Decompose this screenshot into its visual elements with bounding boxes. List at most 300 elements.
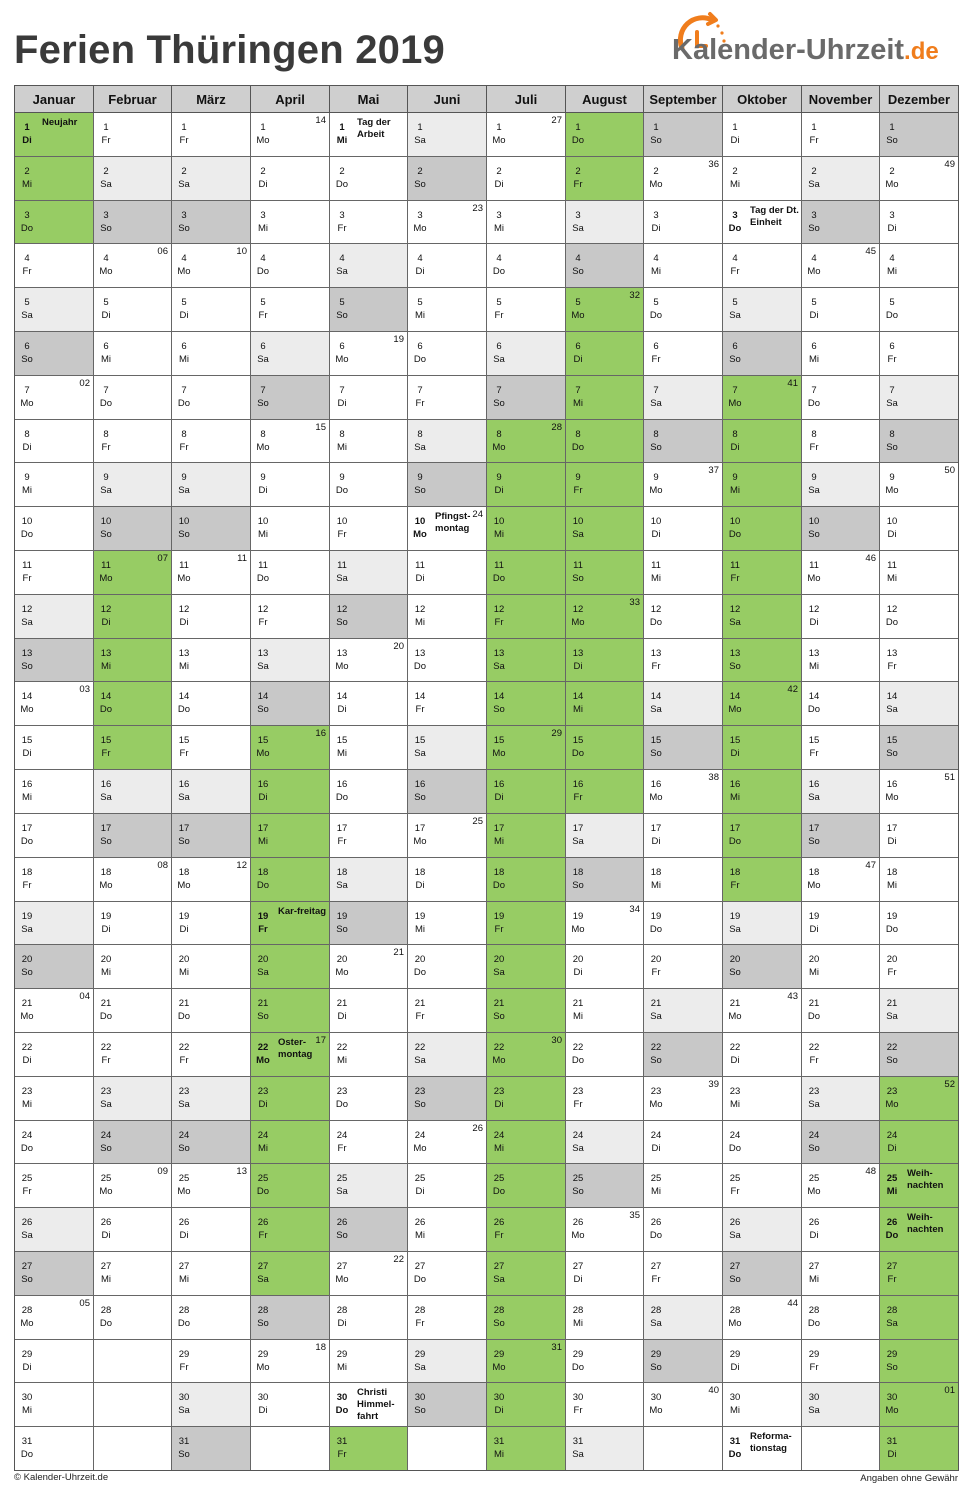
day-cell[interactable] — [93, 157, 171, 201]
day-cell[interactable] — [722, 551, 801, 595]
day-cell[interactable] — [486, 332, 565, 376]
day-cell[interactable] — [14, 1077, 93, 1121]
day-cell[interactable] — [879, 376, 958, 420]
day-cell[interactable] — [565, 989, 643, 1033]
day-cell[interactable] — [801, 1383, 879, 1427]
day-cell[interactable] — [879, 463, 958, 507]
day-cell[interactable] — [93, 1121, 171, 1164]
day-cell[interactable] — [801, 1164, 879, 1208]
day-cell[interactable] — [879, 113, 958, 157]
day-cell[interactable] — [407, 1252, 486, 1296]
day-cell[interactable] — [171, 244, 250, 288]
day-cell[interactable] — [329, 551, 407, 595]
day-cell[interactable] — [643, 1033, 722, 1077]
day-cell[interactable] — [486, 113, 565, 157]
day-cell[interactable] — [407, 989, 486, 1033]
day-cell[interactable] — [801, 1208, 879, 1252]
day-cell[interactable] — [93, 595, 171, 639]
day-cell[interactable] — [93, 463, 171, 507]
day-cell[interactable] — [643, 551, 722, 595]
day-cell[interactable] — [407, 1383, 486, 1427]
day-cell[interactable] — [93, 1033, 171, 1077]
day-cell[interactable] — [14, 639, 93, 682]
day-cell[interactable] — [722, 1383, 801, 1427]
day-cell[interactable] — [879, 858, 958, 902]
day-cell[interactable] — [171, 1296, 250, 1340]
day-cell[interactable] — [250, 814, 329, 858]
day-cell[interactable] — [565, 1252, 643, 1296]
day-cell[interactable] — [407, 1208, 486, 1252]
day-cell[interactable] — [801, 420, 879, 463]
day-cell[interactable] — [250, 463, 329, 507]
day-cell[interactable] — [250, 639, 329, 682]
day-cell[interactable] — [643, 814, 722, 858]
day-cell[interactable] — [879, 332, 958, 376]
day-cell[interactable] — [14, 201, 93, 244]
day-cell[interactable] — [250, 1077, 329, 1121]
day-cell[interactable] — [801, 989, 879, 1033]
day-cell[interactable] — [565, 1208, 643, 1252]
day-cell[interactable] — [250, 244, 329, 288]
day-cell[interactable] — [879, 1121, 958, 1164]
day-cell[interactable] — [14, 113, 93, 157]
logo[interactable] — [672, 34, 939, 67]
day-cell[interactable] — [407, 1296, 486, 1340]
day-cell[interactable] — [250, 157, 329, 201]
day-cell[interactable] — [486, 1077, 565, 1121]
day-cell[interactable] — [14, 288, 93, 332]
day-cell[interactable] — [93, 858, 171, 902]
day-cell[interactable] — [171, 1252, 250, 1296]
day-cell[interactable] — [250, 595, 329, 639]
day-cell[interactable] — [329, 945, 407, 989]
day-cell[interactable] — [250, 551, 329, 595]
day-cell[interactable] — [14, 726, 93, 770]
day-cell[interactable] — [486, 507, 565, 551]
day-cell[interactable] — [407, 858, 486, 902]
day-cell[interactable] — [14, 682, 93, 726]
day-cell[interactable] — [643, 1121, 722, 1164]
day-cell[interactable] — [250, 1164, 329, 1208]
day-cell[interactable] — [879, 244, 958, 288]
day-cell[interactable] — [171, 420, 250, 463]
day-cell[interactable] — [643, 507, 722, 551]
day-cell[interactable] — [565, 1164, 643, 1208]
day-cell[interactable] — [879, 1383, 958, 1427]
day-cell[interactable] — [329, 1252, 407, 1296]
day-cell[interactable] — [407, 1121, 486, 1164]
day-cell[interactable] — [14, 463, 93, 507]
day-cell[interactable] — [879, 1427, 958, 1471]
day-cell[interactable] — [722, 726, 801, 770]
day-cell[interactable] — [14, 244, 93, 288]
day-cell[interactable] — [171, 902, 250, 945]
day-cell[interactable] — [486, 1164, 565, 1208]
day-cell[interactable] — [171, 113, 250, 157]
day-cell[interactable] — [879, 420, 958, 463]
day-cell[interactable] — [171, 682, 250, 726]
day-cell[interactable] — [486, 1121, 565, 1164]
day-cell[interactable] — [722, 682, 801, 726]
day-cell[interactable] — [801, 157, 879, 201]
day-cell[interactable] — [722, 201, 801, 244]
day-cell[interactable] — [722, 332, 801, 376]
day-cell[interactable] — [250, 376, 329, 420]
day-cell[interactable] — [93, 507, 171, 551]
day-cell[interactable] — [643, 1252, 722, 1296]
day-cell[interactable] — [250, 507, 329, 551]
day-cell[interactable] — [565, 945, 643, 989]
day-cell[interactable] — [722, 1252, 801, 1296]
day-cell[interactable] — [93, 332, 171, 376]
day-cell[interactable] — [643, 463, 722, 507]
day-cell[interactable] — [329, 1340, 407, 1383]
day-cell[interactable] — [250, 332, 329, 376]
day-cell[interactable] — [801, 1121, 879, 1164]
day-cell[interactable] — [643, 682, 722, 726]
day-cell[interactable] — [486, 726, 565, 770]
day-cell[interactable] — [879, 1164, 958, 1208]
day-cell[interactable] — [722, 945, 801, 989]
day-cell[interactable] — [171, 507, 250, 551]
day-cell[interactable] — [565, 1340, 643, 1383]
day-cell[interactable] — [250, 201, 329, 244]
day-cell[interactable] — [407, 201, 486, 244]
day-cell[interactable] — [329, 1296, 407, 1340]
day-cell[interactable] — [722, 244, 801, 288]
day-cell[interactable] — [879, 1077, 958, 1121]
day-cell[interactable] — [171, 814, 250, 858]
day-cell[interactable] — [171, 157, 250, 201]
day-cell[interactable] — [407, 1033, 486, 1077]
day-cell[interactable] — [14, 551, 93, 595]
day-cell[interactable] — [407, 1164, 486, 1208]
day-cell[interactable] — [486, 420, 565, 463]
day-cell[interactable] — [407, 945, 486, 989]
day-cell[interactable] — [329, 376, 407, 420]
day-cell[interactable] — [171, 1383, 250, 1427]
day-cell[interactable] — [486, 463, 565, 507]
day-cell[interactable] — [407, 639, 486, 682]
day-cell[interactable] — [801, 595, 879, 639]
day-cell[interactable] — [329, 1121, 407, 1164]
day-cell[interactable] — [879, 507, 958, 551]
day-cell[interactable] — [14, 1296, 93, 1340]
day-cell[interactable] — [407, 420, 486, 463]
day-cell[interactable] — [801, 682, 879, 726]
day-cell[interactable] — [565, 682, 643, 726]
day-cell[interactable] — [722, 1164, 801, 1208]
day-cell[interactable] — [565, 1033, 643, 1077]
day-cell[interactable] — [486, 551, 565, 595]
day-cell[interactable] — [486, 595, 565, 639]
day-cell[interactable] — [643, 157, 722, 201]
day-cell[interactable] — [407, 551, 486, 595]
day-cell[interactable] — [14, 1164, 93, 1208]
day-cell[interactable] — [329, 726, 407, 770]
day-cell[interactable] — [93, 201, 171, 244]
day-cell[interactable] — [329, 1077, 407, 1121]
day-cell[interactable] — [329, 639, 407, 682]
day-cell[interactable] — [14, 1121, 93, 1164]
day-cell[interactable] — [801, 1340, 879, 1383]
day-cell[interactable] — [879, 201, 958, 244]
day-cell[interactable] — [643, 595, 722, 639]
day-cell[interactable] — [722, 113, 801, 157]
day-cell[interactable] — [250, 682, 329, 726]
day-cell[interactable] — [486, 201, 565, 244]
day-cell[interactable] — [407, 507, 486, 551]
day-cell[interactable] — [329, 1427, 407, 1471]
day-cell[interactable] — [407, 288, 486, 332]
day-cell[interactable] — [171, 595, 250, 639]
day-cell[interactable] — [565, 726, 643, 770]
day-cell[interactable] — [14, 1033, 93, 1077]
day-cell[interactable] — [879, 1208, 958, 1252]
day-cell[interactable] — [801, 376, 879, 420]
day-cell[interactable] — [14, 989, 93, 1033]
day-cell[interactable] — [407, 463, 486, 507]
day-cell[interactable] — [801, 551, 879, 595]
day-cell[interactable] — [250, 1121, 329, 1164]
day-cell[interactable] — [486, 1383, 565, 1427]
day-cell[interactable] — [722, 1033, 801, 1077]
day-cell[interactable] — [486, 858, 565, 902]
day-cell[interactable] — [171, 551, 250, 595]
day-cell[interactable] — [801, 726, 879, 770]
day-cell[interactable] — [250, 1340, 329, 1383]
day-cell[interactable] — [407, 902, 486, 945]
day-cell[interactable] — [171, 989, 250, 1033]
day-cell[interactable] — [801, 201, 879, 244]
day-cell[interactable] — [722, 1296, 801, 1340]
day-cell[interactable] — [93, 989, 171, 1033]
day-cell[interactable] — [14, 376, 93, 420]
day-cell[interactable] — [565, 507, 643, 551]
day-cell[interactable] — [14, 770, 93, 814]
day-cell[interactable] — [801, 858, 879, 902]
day-cell[interactable] — [486, 1033, 565, 1077]
day-cell[interactable] — [801, 288, 879, 332]
day-cell[interactable] — [879, 989, 958, 1033]
day-cell[interactable] — [171, 332, 250, 376]
day-cell[interactable] — [329, 288, 407, 332]
day-cell[interactable] — [93, 1077, 171, 1121]
day-cell[interactable] — [14, 507, 93, 551]
day-cell[interactable] — [407, 770, 486, 814]
day-cell[interactable] — [93, 639, 171, 682]
day-cell[interactable] — [643, 1164, 722, 1208]
day-cell[interactable] — [486, 288, 565, 332]
day-cell[interactable] — [329, 157, 407, 201]
day-cell[interactable] — [93, 113, 171, 157]
day-cell[interactable] — [565, 332, 643, 376]
day-cell[interactable] — [407, 682, 486, 726]
day-cell[interactable] — [643, 902, 722, 945]
day-cell[interactable] — [801, 639, 879, 682]
day-cell[interactable] — [643, 1208, 722, 1252]
day-cell[interactable] — [407, 1340, 486, 1383]
day-cell[interactable] — [565, 113, 643, 157]
day-cell[interactable] — [565, 1427, 643, 1471]
day-cell[interactable] — [93, 945, 171, 989]
day-cell[interactable] — [879, 770, 958, 814]
day-cell[interactable] — [801, 332, 879, 376]
day-cell[interactable] — [93, 770, 171, 814]
day-cell[interactable] — [643, 770, 722, 814]
day-cell[interactable] — [643, 113, 722, 157]
day-cell[interactable] — [250, 902, 329, 945]
day-cell[interactable] — [565, 288, 643, 332]
day-cell[interactable] — [14, 1383, 93, 1427]
day-cell[interactable] — [722, 157, 801, 201]
day-cell[interactable] — [565, 1296, 643, 1340]
day-cell[interactable] — [722, 770, 801, 814]
day-cell[interactable] — [171, 770, 250, 814]
day-cell[interactable] — [643, 1383, 722, 1427]
day-cell[interactable] — [565, 157, 643, 201]
day-cell[interactable] — [171, 1427, 250, 1471]
day-cell[interactable] — [171, 1208, 250, 1252]
day-cell[interactable] — [93, 288, 171, 332]
day-cell[interactable] — [801, 1033, 879, 1077]
day-cell[interactable] — [171, 639, 250, 682]
day-cell[interactable] — [643, 989, 722, 1033]
day-cell[interactable] — [14, 902, 93, 945]
day-cell[interactable] — [329, 814, 407, 858]
day-cell[interactable] — [14, 858, 93, 902]
day-cell[interactable] — [250, 770, 329, 814]
day-cell[interactable] — [93, 376, 171, 420]
day-cell[interactable] — [643, 945, 722, 989]
day-cell[interactable] — [329, 1208, 407, 1252]
day-cell[interactable] — [565, 463, 643, 507]
day-cell[interactable] — [879, 157, 958, 201]
day-cell[interactable] — [722, 1208, 801, 1252]
day-cell[interactable] — [801, 814, 879, 858]
day-cell[interactable] — [643, 1340, 722, 1383]
day-cell[interactable] — [14, 814, 93, 858]
day-cell[interactable] — [93, 551, 171, 595]
day-cell[interactable] — [879, 814, 958, 858]
day-cell[interactable] — [14, 1208, 93, 1252]
day-cell[interactable] — [250, 945, 329, 989]
day-cell[interactable] — [722, 376, 801, 420]
day-cell[interactable] — [565, 595, 643, 639]
day-cell[interactable] — [801, 507, 879, 551]
day-cell[interactable] — [879, 945, 958, 989]
day-cell[interactable] — [722, 288, 801, 332]
day-cell[interactable] — [486, 1427, 565, 1471]
day-cell[interactable] — [643, 1296, 722, 1340]
day-cell[interactable] — [643, 726, 722, 770]
day-cell[interactable] — [722, 1427, 801, 1471]
day-cell[interactable] — [171, 201, 250, 244]
day-cell[interactable] — [643, 332, 722, 376]
day-cell[interactable] — [565, 1121, 643, 1164]
day-cell[interactable] — [486, 902, 565, 945]
day-cell[interactable] — [722, 595, 801, 639]
day-cell[interactable] — [801, 463, 879, 507]
day-cell[interactable] — [329, 682, 407, 726]
day-cell[interactable] — [879, 551, 958, 595]
day-cell[interactable] — [565, 858, 643, 902]
day-cell[interactable] — [329, 989, 407, 1033]
day-cell[interactable] — [250, 726, 329, 770]
day-cell[interactable] — [93, 814, 171, 858]
day-cell[interactable] — [329, 463, 407, 507]
day-cell[interactable] — [643, 288, 722, 332]
day-cell[interactable] — [171, 1340, 250, 1383]
day-cell[interactable] — [801, 945, 879, 989]
day-cell[interactable] — [486, 770, 565, 814]
day-cell[interactable] — [250, 989, 329, 1033]
day-cell[interactable] — [801, 113, 879, 157]
day-cell[interactable] — [329, 770, 407, 814]
day-cell[interactable] — [407, 113, 486, 157]
day-cell[interactable] — [486, 682, 565, 726]
day-cell[interactable] — [171, 726, 250, 770]
day-cell[interactable] — [250, 1252, 329, 1296]
day-cell[interactable] — [722, 989, 801, 1033]
day-cell[interactable] — [722, 639, 801, 682]
day-cell[interactable] — [722, 902, 801, 945]
day-cell[interactable] — [93, 682, 171, 726]
day-cell[interactable] — [565, 376, 643, 420]
day-cell[interactable] — [14, 945, 93, 989]
day-cell[interactable] — [14, 420, 93, 463]
day-cell[interactable] — [250, 420, 329, 463]
day-cell[interactable] — [250, 858, 329, 902]
day-cell[interactable] — [93, 420, 171, 463]
day-cell[interactable] — [171, 858, 250, 902]
day-cell[interactable] — [565, 1383, 643, 1427]
day-cell[interactable] — [643, 858, 722, 902]
day-cell[interactable] — [486, 1208, 565, 1252]
day-cell[interactable] — [486, 157, 565, 201]
day-cell[interactable] — [250, 1296, 329, 1340]
day-cell[interactable] — [407, 595, 486, 639]
day-cell[interactable] — [171, 1077, 250, 1121]
day-cell[interactable] — [879, 682, 958, 726]
day-cell[interactable] — [329, 507, 407, 551]
day-cell[interactable] — [879, 1296, 958, 1340]
day-cell[interactable] — [329, 113, 407, 157]
day-cell[interactable] — [879, 1340, 958, 1383]
day-cell[interactable] — [801, 1252, 879, 1296]
day-cell[interactable] — [407, 376, 486, 420]
day-cell[interactable] — [565, 770, 643, 814]
day-cell[interactable] — [407, 157, 486, 201]
day-cell[interactable] — [722, 814, 801, 858]
day-cell[interactable] — [879, 595, 958, 639]
day-cell[interactable] — [407, 814, 486, 858]
day-cell[interactable] — [171, 1033, 250, 1077]
day-cell[interactable] — [643, 1077, 722, 1121]
day-cell[interactable] — [801, 244, 879, 288]
day-cell[interactable] — [722, 1340, 801, 1383]
day-cell[interactable] — [486, 1252, 565, 1296]
day-cell[interactable] — [93, 1208, 171, 1252]
day-cell[interactable] — [171, 288, 250, 332]
day-cell[interactable] — [722, 507, 801, 551]
day-cell[interactable] — [722, 858, 801, 902]
day-cell[interactable] — [722, 463, 801, 507]
day-cell[interactable] — [879, 902, 958, 945]
day-cell[interactable] — [565, 639, 643, 682]
day-cell[interactable] — [565, 551, 643, 595]
day-cell[interactable] — [801, 770, 879, 814]
